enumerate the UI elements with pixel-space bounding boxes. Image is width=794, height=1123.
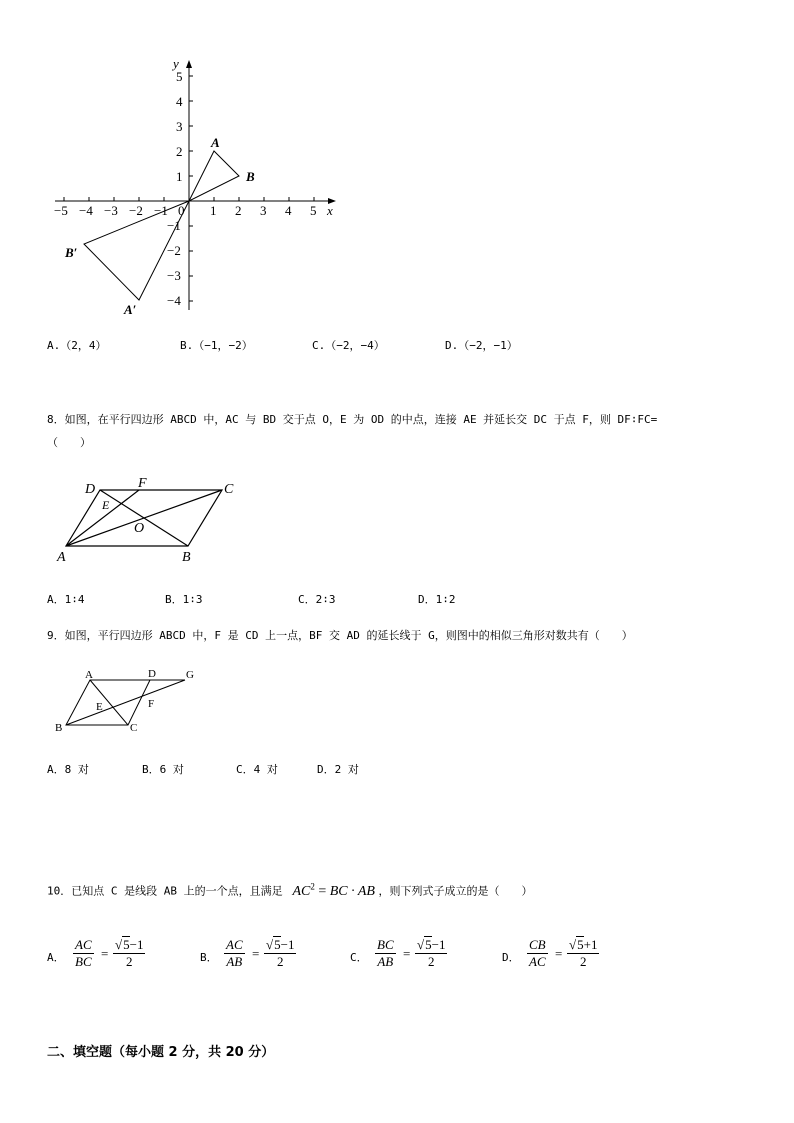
segment-bg bbox=[66, 680, 185, 725]
y-axis-label: y bbox=[173, 56, 179, 71]
q9-option-b[interactable]: B．6 对 bbox=[142, 763, 184, 776]
q10-option-c-lhs: $\frac{BC}{AB}$ bbox=[377, 937, 394, 969]
y-tick-label: 5 bbox=[176, 69, 183, 84]
q10-option-d-letter[interactable]: D． bbox=[502, 951, 520, 964]
label-c: C bbox=[224, 482, 234, 497]
q7-option-c[interactable]: C.（−2，−4） bbox=[312, 339, 385, 352]
y-tick-label: 3 bbox=[176, 119, 183, 134]
point-label-a-prime: A′ bbox=[124, 302, 137, 317]
q10-formula: $AC^2$ = BC · AB bbox=[292, 881, 375, 899]
y-tick-label: 2 bbox=[176, 144, 183, 159]
parallelogram-abcd bbox=[66, 680, 150, 725]
x-tick-label: −3 bbox=[104, 203, 118, 218]
q10-stem bbox=[47, 881, 532, 900]
q8-stem: 8．如图，在平行四边形 ABCD 中，AC 与 BD 交于点 O，E 为 OD 的中点，连接 AE 并延长交 DC 于点 F，则 DF∶FC= bbox=[47, 413, 658, 426]
q10-option-b-lhs: $\frac{AC}{AB}$ bbox=[226, 937, 243, 969]
y-tick-label: −4 bbox=[167, 293, 181, 308]
point-label-b: B bbox=[246, 169, 255, 184]
y-tick-label: −1 bbox=[167, 218, 181, 233]
label-d: D bbox=[148, 668, 156, 680]
diagonal-bd bbox=[100, 490, 188, 546]
q10-option-c-letter[interactable]: C． bbox=[350, 951, 368, 964]
triangle-oab bbox=[189, 151, 239, 201]
q10-option-c-rhs: $\frac{√5-1}{2}$ bbox=[417, 937, 446, 969]
q8-parallelogram-figure bbox=[55, 475, 245, 565]
q9-option-a[interactable]: A．8 对 bbox=[47, 763, 89, 776]
point-label-a: A bbox=[211, 135, 220, 150]
label-b: B bbox=[182, 550, 191, 565]
q7-option-d[interactable]: D.（−2，−1） bbox=[445, 339, 518, 352]
q10-option-a-rhs: $\frac{√5-1}{2}$ bbox=[115, 937, 144, 969]
y-axis-arrow bbox=[186, 60, 192, 68]
label-e: E bbox=[102, 498, 110, 512]
y-tick-label: −3 bbox=[167, 268, 181, 283]
y-tick-label: −2 bbox=[167, 243, 181, 258]
x-tick-label: −5 bbox=[54, 203, 68, 218]
label-a: A bbox=[57, 550, 66, 565]
q8-option-b[interactable]: B．1∶3 bbox=[165, 593, 203, 606]
x-tick-label: 5 bbox=[310, 203, 317, 218]
section-heading: 二、填空题（每小题 2 分，共 20 分） bbox=[47, 1045, 275, 1060]
q9-parallelogram-figure bbox=[50, 665, 205, 740]
q8-option-d[interactable]: D．1∶2 bbox=[418, 593, 456, 606]
y-tick-label: 4 bbox=[176, 94, 183, 109]
q9-option-c[interactable]: C．4 对 bbox=[236, 763, 278, 776]
q9-option-d[interactable]: D．2 对 bbox=[317, 763, 359, 776]
x-tick-label: −2 bbox=[129, 203, 143, 218]
q8-option-c[interactable]: C．2∶3 bbox=[298, 593, 336, 606]
label-a: A bbox=[85, 669, 93, 681]
x-axis-label: x bbox=[327, 203, 333, 218]
x-tick-label: 3 bbox=[260, 203, 267, 218]
coordinate-graph bbox=[40, 55, 350, 320]
q10-stem-text: 10．已知点 C 是线段 AB 上的一个点，且满足 bbox=[47, 884, 283, 898]
point-label-b-prime: B′ bbox=[65, 245, 78, 260]
y-tick-label: 1 bbox=[176, 169, 183, 184]
label-b: B bbox=[55, 722, 63, 734]
q10-option-b-rhs: $\frac{√5-1}{2}$ bbox=[266, 937, 295, 969]
q10-option-d-lhs: $\frac{CB}{AC}$ bbox=[529, 937, 546, 969]
label-f: F bbox=[148, 698, 155, 710]
x-tick-label: −4 bbox=[79, 203, 93, 218]
label-o: O bbox=[134, 521, 145, 536]
q8-answer-blank: （ ） bbox=[47, 436, 91, 449]
q7-option-a[interactable]: A.（2，4） bbox=[47, 339, 107, 352]
q10-option-d-rhs: $\frac{√5+1}{2}$ bbox=[569, 937, 598, 969]
q10-option-a-lhs: $\frac{AC}{BC}$ bbox=[75, 937, 92, 969]
origin-label: 0 bbox=[178, 203, 185, 218]
x-tick-label: 2 bbox=[235, 203, 242, 218]
label-c: C bbox=[130, 722, 138, 734]
q10-stem-tail: ，则下列式子成立的是（ ） bbox=[378, 884, 533, 898]
x-tick-label: −1 bbox=[154, 203, 168, 218]
label-d: D bbox=[85, 482, 96, 497]
label-f: F bbox=[138, 476, 147, 491]
label-g: G bbox=[186, 669, 194, 681]
q10-option-a-letter[interactable]: A． bbox=[47, 951, 65, 964]
x-tick-label: 1 bbox=[210, 203, 217, 218]
x-tick-label: 4 bbox=[285, 203, 292, 218]
q9-stem: 9．如图，平行四边形 ABCD 中，F 是 CD 上一点，BF 交 AD 的延长线于 G，则图中的相似三角形对数共有（ ） bbox=[47, 629, 633, 642]
label-e: E bbox=[96, 701, 103, 713]
q10-option-b-letter[interactable]: B． bbox=[200, 951, 218, 964]
q8-option-a[interactable]: A．1∶4 bbox=[47, 593, 85, 606]
q7-option-b[interactable]: B.（−1，−2） bbox=[180, 339, 253, 352]
